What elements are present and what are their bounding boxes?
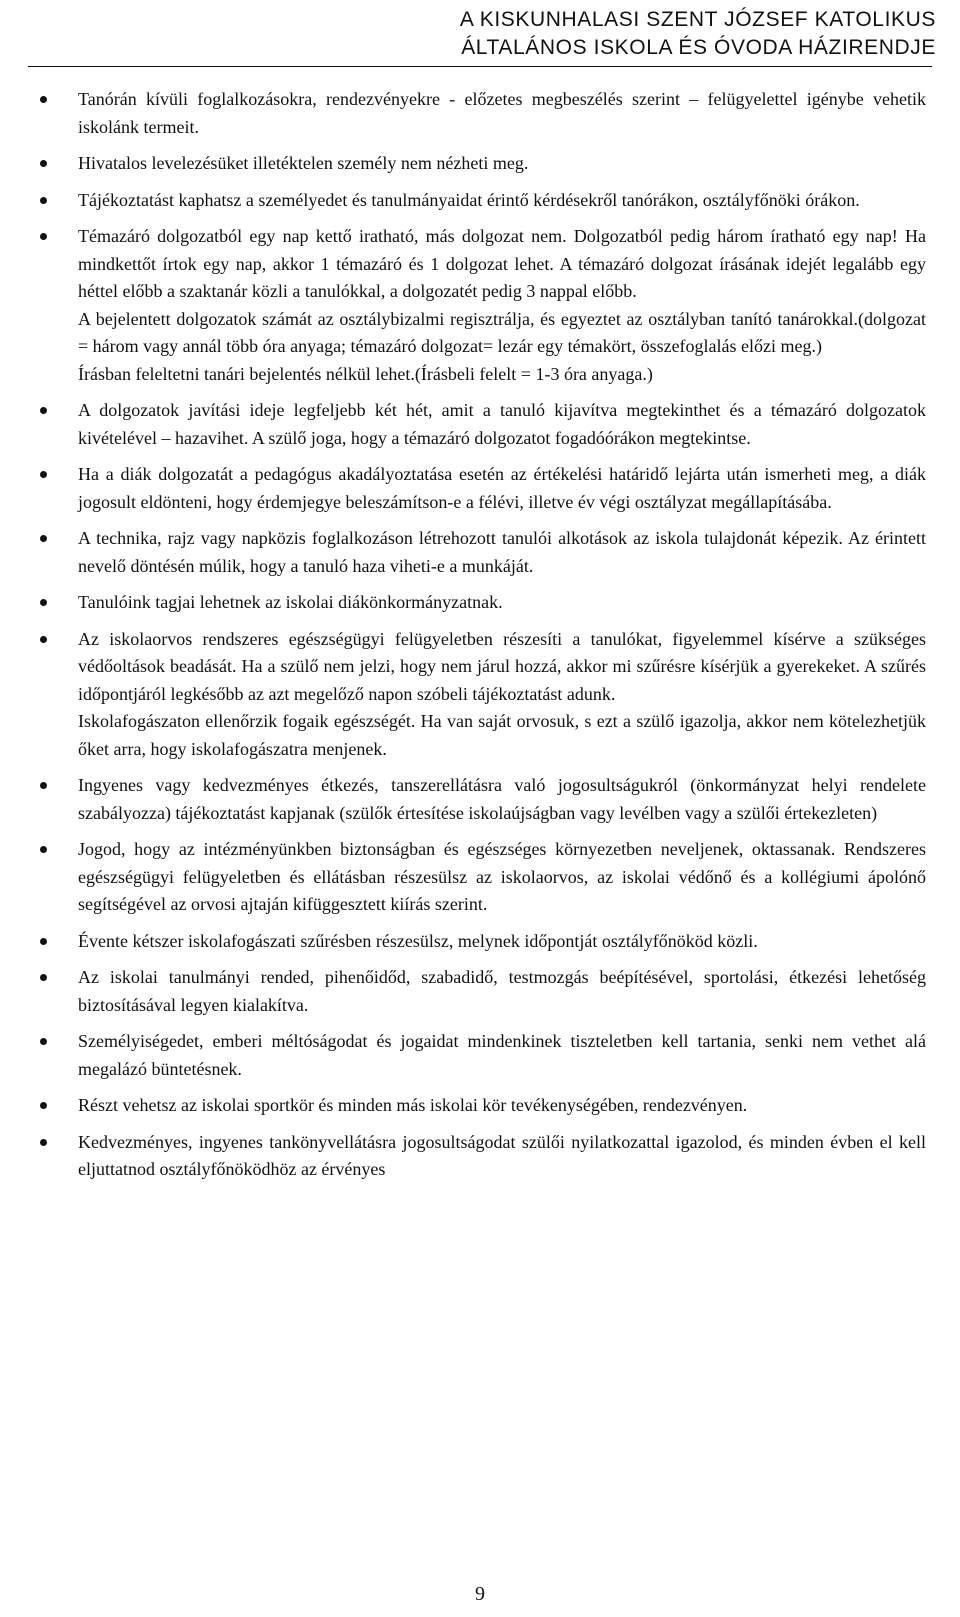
list-item: [78, 964, 926, 1019]
bullet-icon: [40, 938, 47, 945]
bullet-icon: [40, 636, 47, 643]
header-divider: [28, 66, 932, 67]
list-item: [78, 150, 926, 178]
list-item-text: Ha a diák dolgozatát a pedagógus akadályoztatása esetén az értékelési határidő lejárta után ismerheti meg, a diák jogosult eldönteni, hogy érdemjegye beleszámítson-e a félévi, illetve év végi osztályzat megállapításába.: [78, 464, 926, 512]
list-item-text: Évente kétszer iskolafogászati szűrésben részesülsz, melynek időpontját osztályfőnököd közli.: [78, 930, 758, 951]
page-number: 9: [475, 1583, 485, 1605]
bullet-icon: [40, 974, 47, 981]
list-item: [78, 1028, 926, 1083]
bullet-icon: [40, 471, 47, 478]
list-item-text: A dolgozatok javítási ideje legfeljebb két hét, amit a tanuló kijavítva megtekinthet és a témazáró dolgozatok kivételével – hazavihet. A szülő joga, hogy a témazáró dolgozatot fogadóórákon megtekintse.: [78, 400, 926, 448]
list-item: [78, 772, 926, 827]
bullet-icon: [40, 160, 47, 167]
list-item: [78, 397, 926, 452]
list-item-text: Személyiségedet, emberi méltóságodat és jogaidat mindenkinek tiszteletben kell tartania, senki nem vethet alá megalázó büntetésnek.: [78, 1031, 926, 1079]
list-item-text: Iskolafogászaton ellenőrzik fogaik egészségét. Ha van saját orvosuk, s ezt a szülő igazolja, akkor nem kötelezhetjük őket arra, hogy iskolafogászatra menjenek.: [78, 711, 926, 759]
list-item-text: Kedvezményes, ingyenes tankönyvellátásra jogosultságodat szülői nyilatkozattal igazolod, és minden évben el kell eljuttatnod osztályfőnöködhöz az érvényes: [78, 1131, 926, 1179]
bullet-icon: [40, 1139, 47, 1146]
list-item-text: Részt vehetsz az iskolai sportkör és minden más iskolai kör tevékenységében, rendezvényen.: [78, 1095, 748, 1115]
bullet-icon: [40, 782, 47, 789]
list-item: [78, 1129, 926, 1184]
list-item-text: Jogod, hogy az intézményünkben biztonságban és egészséges környezetben neveljenek, oktassanak. Rendszeres egészségügyi felügyeletben és ellátásban részesülsz az iskolaorvos, az iskolai védőnő és a kollégiumi ápolónő segítségével az orvosi ajtaján kifüggesztett kiírás szerint.: [78, 839, 926, 914]
bullet-icon: [40, 1038, 47, 1045]
list-item: [78, 1092, 926, 1120]
bullet-icon: [40, 197, 47, 204]
list-item: [78, 461, 926, 516]
bullet-list: [0, 86, 960, 1193]
header-school-name: A KISKUNHALASI SZENT JÓZSEF KATOLIKUS: [459, 8, 936, 31]
list-item: [78, 86, 926, 141]
list-item: [78, 589, 926, 617]
list-item-text: Tájékoztatást kaphatsz a személyedet és tanulmányaidat érintő kérdésekről tanórákon, osztályfőnöki órákon.: [78, 189, 860, 210]
list-item-text: Az iskolaorvos rendszeres egészségügyi felügyeletben részesíti a tanulókat, figyelemmel kísérve a szükséges védőoltások beadását. Ha a szülő nem jelzi, hogy nem járul hozzá, akkor mi szűrésre kísérjük a gyerekeket. A szűrés időpontjáról legkésőbb az azt megelőző napon szóbeli tájékoztatást adunk.: [78, 628, 926, 704]
list-item: [78, 836, 926, 919]
list-item: [78, 928, 926, 956]
bullet-icon: [40, 599, 47, 606]
list-item-text: A bejelentett dolgozatok számát az osztálybizalmi regisztrálja, és egyeztet az osztályban tanító tanárokkal.(dolgozat = három vagy annál több óra anyaga; témazáró dolgozat= lezár egy témakört, összefoglalás előzi meg.): [78, 308, 926, 356]
bullet-icon: [40, 846, 47, 853]
bullet-icon: [40, 535, 47, 542]
list-item-text: A technika, rajz vagy napközis foglalkozáson létrehozott tanulói alkotások az iskola tulajdonát képezik. Az érintett nevelő döntésén múlik, hogy a tanuló haza viheti-e a munkáját.: [78, 528, 926, 576]
list-item-text: Témazáró dolgozatból egy nap kettő iratható, más dolgozat nem. Dolgozatból pedig három íratható egy nap! Ha mindkettőt írtok egy nap, akkor 1 témazáró és 1 dolgozat lehet. A témazáró dolgozat írásának idejét legalább egy héttel előbb a szaktanár közli a tanulókkal, a dolgozatét pedig 3 nappal előbb.: [78, 226, 926, 301]
bullet-icon: [40, 233, 47, 240]
list-item: [78, 223, 926, 388]
header-document-title: ÁLTALÁNOS ISKOLA ÉS ÓVODA HÁZIRENDJE: [461, 36, 936, 59]
list-item-text: Tanórán kívüli foglalkozásokra, rendezvényekre - előzetes megbeszélés szerint – felügyelettel igénybe vehetik iskolánk termeit.: [78, 89, 926, 137]
list-item: [78, 626, 926, 764]
list-item-text: Írásban feleltetni tanári bejelentés nélkül lehet.(Írásbeli felelt = 1-3 óra anyaga.): [78, 363, 653, 384]
bullet-icon: [40, 1102, 47, 1109]
bullet-icon: [40, 96, 47, 103]
list-item: [78, 525, 926, 580]
list-item-text: Tanulóink tagjai lehetnek az iskolai diákönkormányzatnak.: [78, 592, 503, 612]
list-item-text: Hivatalos levelezésüket illetéktelen személy nem nézheti meg.: [78, 153, 529, 173]
list-item-text: Az iskolai tanulmányi rended, pihenőidőd, szabadidő, testmozgás beépítésével, sportolási, étkezési lehetőség biztosításával legyen kialakítva.: [78, 967, 926, 1015]
bullet-icon: [40, 407, 47, 414]
page-header: [316, 6, 936, 62]
list-item: [78, 187, 926, 215]
list-item-text: Ingyenes vagy kedvezményes étkezés, tanszerellátásra való jogosultságukról (önkormányzat helyi rendelete szabályozza) tájékoztatást kapjanak (szülők értesítése iskolaújságban vagy levélben vagy a szülői értekezleten): [78, 775, 926, 823]
